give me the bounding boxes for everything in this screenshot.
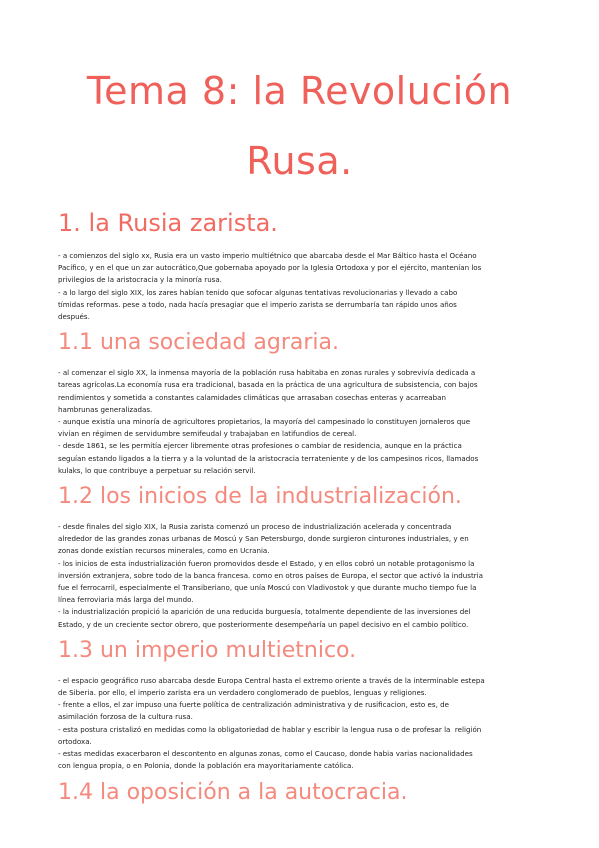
section-heading-sociedad-agraria: 1.1 una sociedad agraria. <box>58 330 340 356</box>
section-body-industrializacion <box>58 521 541 631</box>
text-line: - a comienzos del siglo xx, Rusia era un vasto imperio multiétnico que abarcaba desde el Mar Báltico hasta el Océano <box>58 251 477 260</box>
text-line: con lengua propia, o en Polonia, donde la población era mayoritariamente católica. <box>58 761 354 771</box>
text-line: - los inicios de esta industrialización fueron promovidos desde el Estado, y en ellos cobró un notable protagonismo la <box>58 558 475 568</box>
text-line: - al comenzar el siglo XX, la inmensa mayoría de la población rusa habitaba en zonas rurales y sobrevivía dedicada a <box>58 368 476 378</box>
text-line: asimilación forzosa de la cultura rusa. <box>58 712 193 722</box>
section-heading-imperio-multietnico: 1.3 un imperio multietnico. <box>58 637 357 663</box>
section-heading-rusia-zarista: 1. la Rusia zarista. <box>58 209 278 237</box>
section-heading-oposicion-autocracia: 1.4 la oposición a la autocracia. <box>58 779 408 805</box>
text-line: alrededor de las grandes zonas urbanas de Moscú y San Petersburgo, donde surgieron cinturones industriales, y en <box>58 534 469 544</box>
text-line: tareas agrícolas.La economía rusa era tradicional, basada en la práctica de una agricultura de subsistencia, con bajos <box>58 380 478 390</box>
text-line: ortodoxa. <box>58 736 92 746</box>
text-line: - el espacio geográfico ruso abarcaba desde Europa Central hasta el extremo oriente a través de la interminable estepa <box>58 675 485 685</box>
text-line: vivían en régimen de servidumbre semifeudal y trabajaban en latifundios de cereal. <box>58 429 357 439</box>
text-line: - la industrialización propició la aparición de una reducida burguesía, totalmente dependiente de las inversiones del <box>58 607 471 617</box>
text-line: - desde 1861, se les permitía ejercer libremente otras profesiones o cambiar de residencia, aunque en la práctica <box>58 441 462 451</box>
text-line: - a lo largo del siglo XIX, los zares habían tenido que sofocar algunas tentativas revolucionarias y llevado a cabo <box>58 287 458 297</box>
title-line-2: Rusa. <box>246 139 353 183</box>
text-line: kulaks, lo que contribuye a perpetuar su relación servil. <box>58 465 256 475</box>
text-line: seguían estando ligados a la tierra y a la voluntad de la aristocracia terrateniente y de los campesinos ricos, llamados <box>58 453 479 463</box>
text-line: de Siberia. por ello, el imperio zarista era un verdadero conglomerado de pueblos, lenguas y religiones. <box>58 688 427 698</box>
title-line-1: Tema 8: la Revolución <box>86 69 513 113</box>
text-line: hambrunas generalizadas. <box>58 404 153 414</box>
text-line: después. <box>58 312 90 322</box>
text-line: - estas medidas exacerbaron el descontento en algunas zonas, como el Caucaso, donde habia varias nacionalidades <box>58 749 473 759</box>
section-body-rusia-zarista <box>58 250 541 323</box>
text-line: línea ferroviaria más larga del mundo. <box>58 595 194 605</box>
text-line: Pacífico, y en el que un zar autocrático,Que gobernaba apoyado por la Iglesia Ortodoxa y por el ejército, mantenían los <box>58 263 482 273</box>
text-line: zonas donde existían recursos minerales, como en Ucrania. <box>58 546 270 556</box>
text-line: - aunque existía una minoría de agricultores propietarios, la mayoría del campesinado lo constituyen jornaleros que <box>58 417 471 427</box>
text-line: privilegios de la aristocracia y la minoría rusa. <box>58 275 222 285</box>
text-line: - esta postura cristalizó en medidas como la obligatoriedad de hablar y escribir la lengua rusa o de profesar la religión <box>58 724 482 734</box>
text-line: inversión extranjera, sobre todo de la banca francesa. como en otros países de Europa, el sector que activó la industria <box>58 570 483 580</box>
text-line: - desde finales del siglo XIX, la Rusia zarista comenzó un proceso de industrialización acelerada y concentrada <box>58 522 452 532</box>
text-line: Estado, y de un creciente sector obrero, que posteriormente desempeñaría un papel decisivo en el cambio político. <box>58 619 469 629</box>
text-line: tímidas reformas. pese a todo, nada hacía presagiar que el imperio zarista se derrumbaría tan rápido unos años <box>58 299 457 309</box>
text-line: rendimientos y sometida a constantes calamidades climáticas que arrasaban cosechas enteras y acarreaban <box>58 392 446 402</box>
text-line: - frente a ellos, el zar impuso una fuerte política de centralización administrativa y de rusificacion, esto es, de <box>58 700 449 710</box>
page-title <box>58 56 541 196</box>
section-heading-industrializacion: 1.2 los inicios de la industrialización. <box>58 484 462 510</box>
section-body-imperio-multietnico <box>58 675 541 773</box>
section-body-sociedad-agraria <box>58 367 541 477</box>
text-line: fue el ferrocarril, especialmente el Transiberiano, que unía Moscú con Vladivostok y que durante mucho tiempo fue la <box>58 583 477 593</box>
